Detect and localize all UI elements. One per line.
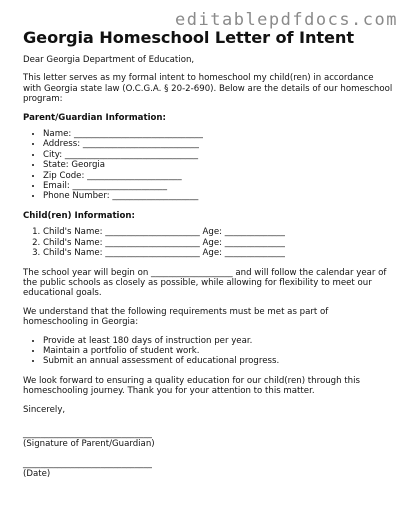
child-entry: 3. Child's Name: ______________________ Age: ______________ — [43, 248, 393, 258]
parent-info-heading: Parent/Guardian Information: — [23, 112, 166, 123]
requirements-intro: We understand that the following requirements must be met as part of homeschooling in Georgia: — [23, 306, 329, 328]
parent-field-city: • City: _______________________________ — [43, 150, 393, 160]
requirement-item: • Provide at least 180 days of instruction per year. — [43, 336, 393, 346]
parent-field-phone: • Phone Number: ____________________ — [43, 191, 393, 201]
children-info-heading: Child(ren) Information: — [23, 210, 135, 221]
sign-off: Sincerely, — [23, 404, 66, 415]
salutation: Dear Georgia Department of Education, — [23, 55, 195, 65]
intro-paragraph: This letter serves as my formal intent to homeschool my child(ren) in accordance with Georgia state law (O.C.G.A. § 20-2-690). Below are the details of our homeschool program: — [23, 73, 393, 105]
parent-field-address: • Address: ___________________________ — [43, 139, 393, 149]
requirement-item: • Submit an annual assessment of educational progress. — [43, 356, 393, 366]
school-year-paragraph: The school year will begin on ___________________ and will follow the calendar year of the public schools as closely as possible, while allowing for flexibility to meet our educational goals. — [23, 267, 387, 299]
children-info-list — [23, 227, 393, 258]
parent-field-state: • State: Georgia — [43, 160, 393, 170]
parent-field-name: • Name: ______________________________ — [43, 129, 393, 139]
requirement-item: • Maintain a portfolio of student work. — [43, 346, 393, 356]
document-title: Georgia Homeschool Letter of Intent — [23, 28, 354, 47]
watermark: editablepdfdocs.com — [175, 10, 398, 30]
child-entry: 2. Child's Name: ______________________ Age: ______________ — [43, 238, 393, 248]
signature-line: ______________________________ — [23, 428, 152, 439]
letter-document — [23, 28, 393, 480]
parent-info-list — [23, 129, 393, 202]
closing-paragraph: We look forward to ensuring a quality education for our child(ren) through this homeschooling journey. Thank you for your attention to this matter. — [23, 375, 360, 397]
parent-field-zip: • Zip Code: ______________________ — [43, 171, 393, 181]
date-label: (Date) — [23, 469, 51, 480]
parent-field-email: • Email: ______________________ — [43, 181, 393, 191]
signature-label: (Signature of Parent/Guardian) — [23, 439, 155, 450]
date-line: ______________________________ — [23, 458, 152, 469]
child-entry: 1. Child's Name: ______________________ Age: ______________ — [43, 227, 393, 237]
requirements-list — [23, 336, 393, 367]
